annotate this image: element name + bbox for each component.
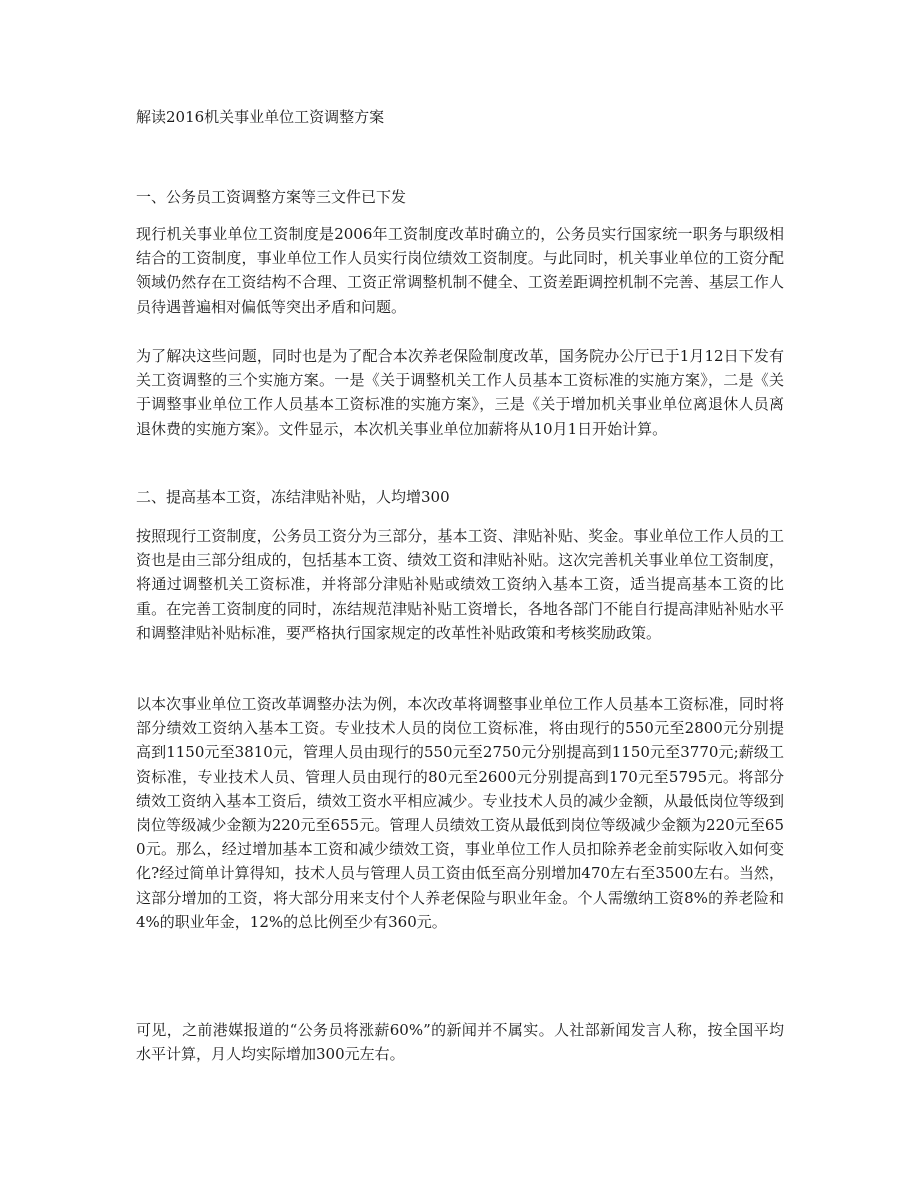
paragraph: 现行机关事业单位工资制度是2006年工资制度改革时确立的，公务员实行国家统一职务与职级相结合的工资制度，事业单位工作人员实行岗位绩效工资制度。与此同时，机关事业单位的工资分配领域仍然存在工资结构不合理、工资正常调整机制不健全、工资差距调控机制不完善、基层工作人员待遇普遍相对偏低等突出矛盾和问题。 <box>136 225 784 316</box>
paragraph: 为了解决这些问题，同时也是为了配合本次养老保险制度改革，国务院办公厅已于1月12日下发有关工资调整的三个实施方案。一是《关于调整机关工作人员基本工资标准的实施方案》，二是《关于调整事业单位工作人员基本工资标准的实施方案》，三是《关于增加机关事业单位离退休人员离退休费的实施方案》。文件显示，本次机关事业单位加薪将从10月1日开始计算。 <box>136 347 784 438</box>
document-title: 解读2016机关事业单位工资调整方案 <box>136 108 385 126</box>
paragraph: 可见，之前港媒报道的“公务员将涨薪60%”的新闻并不属实。人社部新闻发言人称，按全国平均水平计算，月人均实际增加300元左右。 <box>136 1021 784 1064</box>
paragraph: 以本次事业单位工资改革调整办法为例，本次改革将调整事业单位工作人员基本工资标准，同时将部分绩效工资纳入基本工资。专业技术人员的岗位工资标准，将由现行的550元至2800元分别提高到1150元至3810元，管理人员由现行的550元至2750元分别提高到1150元至3770元;薪级工资标准，专业技术人员、管理人员由现行的80元至2600元分别提高到170元至5795元。将部分绩效工资纳入基本工资后，绩效工资水平相应减少。专业技术人员的减少金额，从最低岗位等级到岗位等级减少金额为220元至655元。管理人员绩效工资从最低到岗位等级减少金额为220元至650元。那么，经过增加基本工资和减少绩效工资，事业单位工作人员扣除养老金前实际收入如何变化?经过简单计算得知，技术人员与管理人员工资由低至高分别增加470左右至3500左右。当然，这部分增加的工资，将大部分用来支付个人养老保险与职业年金。个人需缴纳工资8%的养老险和4%的职业年金，12%的总比例至少有360元。 <box>136 695 784 931</box>
paragraph: 按照现行工资制度，公务员工资分为三部分，基本工资、津贴补贴、奖金。事业单位工作人员的工资也是由三部分组成的，包括基本工资、绩效工资和津贴补贴。这次完善机关事业单位工资制度，将通过调整机关工资标准，并将部分津贴补贴或绩效工资纳入基本工资，适当提高基本工资的比重。在完善工资制度的同时，冻结规范津贴补贴工资增长，各地各部门不能自行提高津贴补贴水平和调整津贴补贴标准，要严格执行国家规定的改革性补贴政策和考核奖励政策。 <box>136 527 784 642</box>
section-heading-1: 一、公务员工资调整方案等三文件已下发 <box>136 188 407 206</box>
section-heading-2: 二、提高基本工资，冻结津贴补贴，人均增300 <box>136 488 450 506</box>
